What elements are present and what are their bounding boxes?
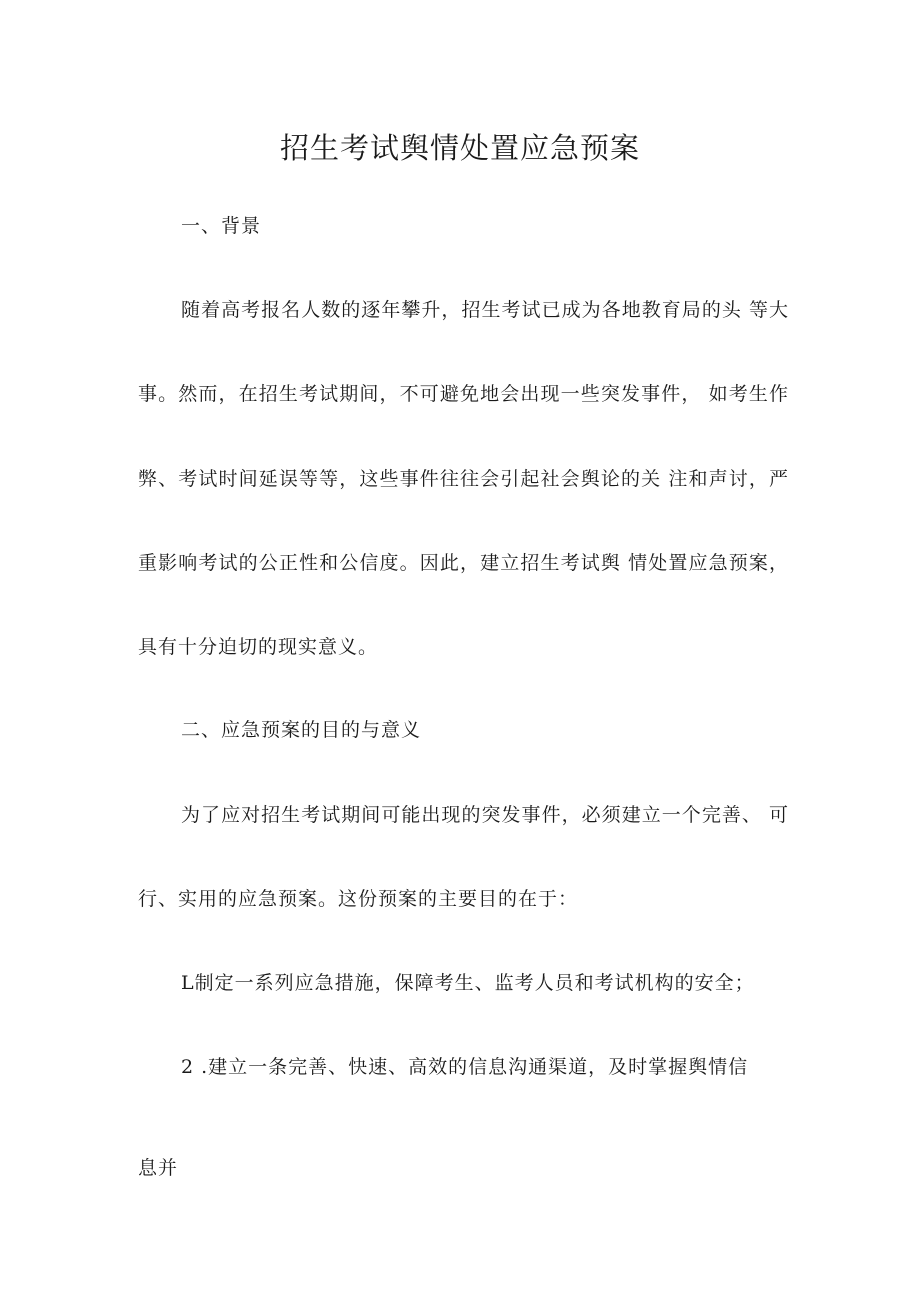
- paragraph-line: 为了应对招生考试期间可能出现的突发事件，必须建立一个完善、 可: [181, 804, 789, 826]
- document-title: 招生考试舆情处置应急预案: [279, 131, 640, 165]
- paragraph-line: 重影响考试的公正性和公信度。因此，建立招生考试舆 情处置应急预案，: [138, 552, 789, 574]
- section-heading-background: 一、背景: [181, 215, 262, 237]
- paragraph-line: 行、实用的应急预案。这份预案的主要目的在于：: [138, 888, 579, 910]
- paragraph-line: 事。然而，在招生考试期间，不可避免地会出现一些突发事件， 如考生作: [138, 383, 789, 405]
- list-item-continuation: 息并: [138, 1157, 179, 1179]
- list-item: 2 .建立一条完善、快速、高效的信息沟通渠道，及时掌握舆情信: [181, 1056, 749, 1078]
- paragraph-line: 具有十分迫切的现实意义。: [138, 636, 379, 658]
- paragraph-line: 随着高考报名人数的逐年攀升，招生考试已成为各地教育局的头 等大: [181, 299, 789, 321]
- list-item: L制定一系列应急措施，保障考生、监考人员和考试机构的安全；: [181, 972, 755, 994]
- section-heading-purpose: 二、应急预案的目的与意义: [181, 719, 422, 741]
- paragraph-line: 弊、考试时间延误等等，这些事件往往会引起社会舆论的关 注和声讨，严: [138, 468, 789, 490]
